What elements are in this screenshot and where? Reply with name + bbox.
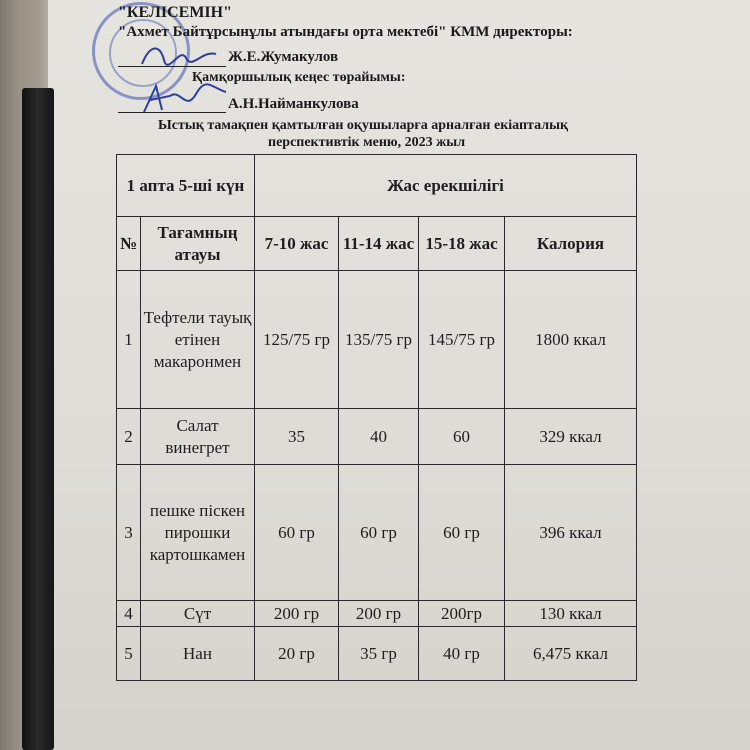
col-header-age-15-18: 15-18 жас [419, 217, 505, 271]
portion-15-18: 60 [419, 409, 505, 465]
portion-7-10: 200 гр [255, 601, 339, 627]
portion-15-18: 200гр [419, 601, 505, 627]
dish-name: Тефтели тауық етінен макаронмен [141, 271, 255, 409]
board-chair-title: Қамқоршылық кеңес төрайымы: [192, 70, 406, 85]
school-director-line: "Ахмет Байтұрсынұлы атындағы орта мектебі" КММ директоры: [118, 24, 573, 40]
signature-line [118, 112, 226, 113]
table-row [117, 271, 637, 409]
portion-15-18: 145/75 гр [419, 271, 505, 409]
week-day-cell: 1 апта 5-ші күн [117, 155, 255, 217]
calories: 396 ккал [505, 465, 637, 601]
board-chair-name: А.Н.Найманкулова [228, 96, 359, 112]
portion-11-14: 35 гр [339, 627, 419, 681]
signature-line [118, 66, 226, 67]
calories: 329 ккал [505, 409, 637, 465]
table-row [117, 627, 637, 681]
calories: 6,475 ккал [505, 627, 637, 681]
portion-11-14: 200 гр [339, 601, 419, 627]
age-group-header: Жас ерекшілігі [255, 155, 637, 217]
portion-7-10: 20 гр [255, 627, 339, 681]
portion-11-14: 60 гр [339, 465, 419, 601]
col-header-age-7-10: 7-10 жас [255, 217, 339, 271]
dish-name: Нан [141, 627, 255, 681]
col-header-calories: Калория [505, 217, 637, 271]
table-row [117, 601, 637, 627]
col-header-dish: Тағамның атауы [141, 217, 255, 271]
chair-signature [140, 82, 230, 116]
calories: 1800 ккал [505, 271, 637, 409]
dish-name: Сүт [141, 601, 255, 627]
dish-name: пешке піскен пирошки картошкамен [141, 465, 255, 601]
table-row [117, 409, 637, 465]
portion-15-18: 60 гр [419, 465, 505, 601]
menu-table [116, 154, 637, 681]
portion-11-14: 135/75 гр [339, 271, 419, 409]
portion-7-10: 125/75 гр [255, 271, 339, 409]
portion-11-14: 40 [339, 409, 419, 465]
portion-15-18: 40 гр [419, 627, 505, 681]
left-edge [0, 0, 22, 750]
row-number: 1 [117, 271, 141, 409]
black-binding-strip [22, 88, 54, 750]
portion-7-10: 35 [255, 409, 339, 465]
col-header-no: № [117, 217, 141, 271]
col-header-age-11-14: 11-14 жас [339, 217, 419, 271]
menu-subtitle: перспективтік меню, 2023 жыл [268, 135, 466, 150]
row-number: 2 [117, 409, 141, 465]
approval-title: "КЕЛІСЕМІН" [118, 4, 232, 21]
calories: 130 ккал [505, 601, 637, 627]
row-number: 4 [117, 601, 141, 627]
menu-title: Ыстық тамақпен қамтылған оқушыларға арналған екіапталық [158, 118, 569, 133]
row-number: 5 [117, 627, 141, 681]
dish-name: Салат винегрет [141, 409, 255, 465]
director-name: Ж.Е.Жумакулов [228, 49, 339, 65]
portion-7-10: 60 гр [255, 465, 339, 601]
table-row [117, 465, 637, 601]
row-number: 3 [117, 465, 141, 601]
